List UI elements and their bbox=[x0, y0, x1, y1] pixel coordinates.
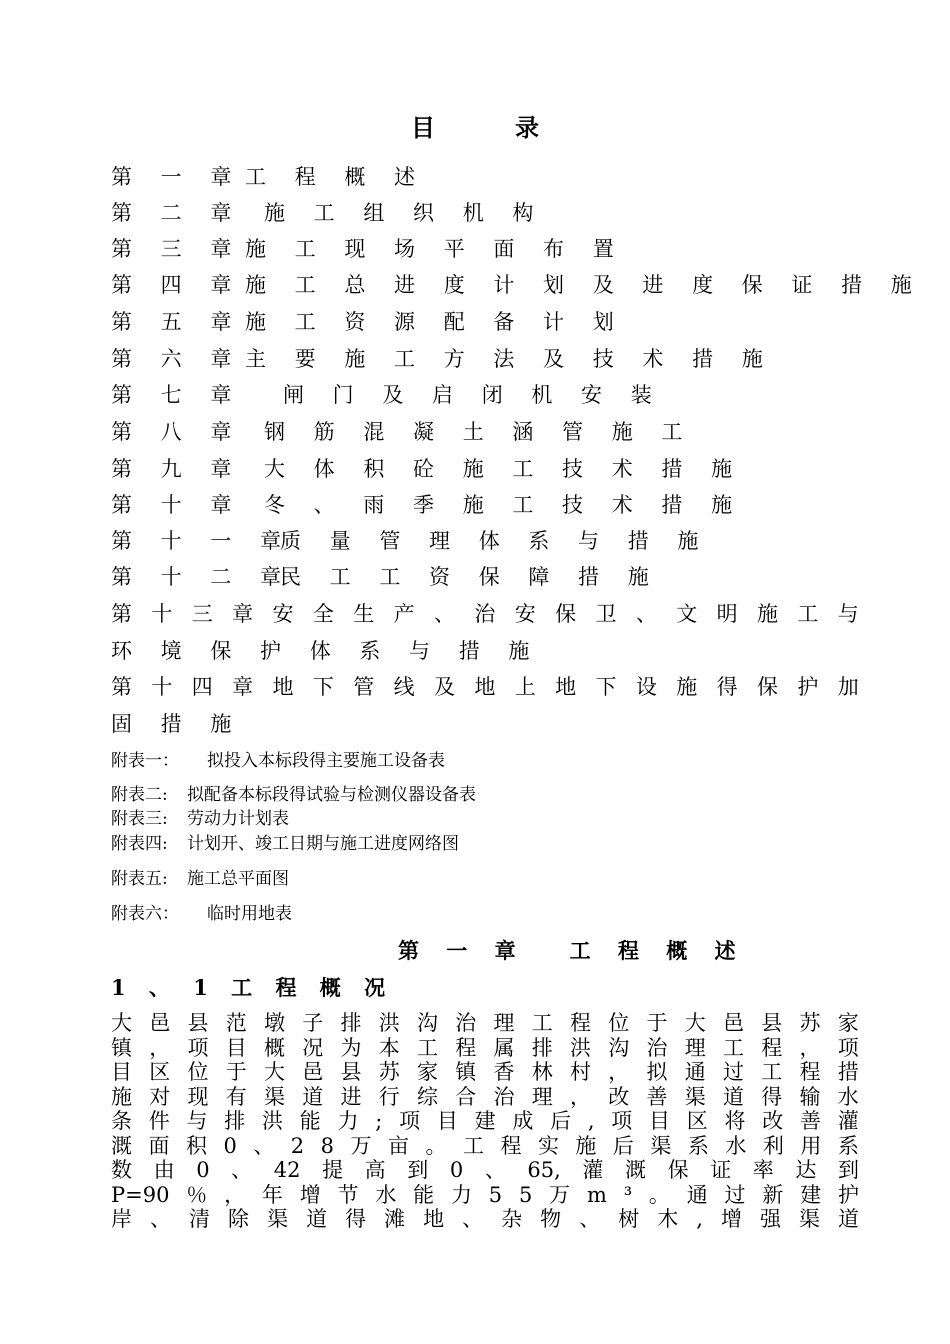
body-char: 清 bbox=[189, 1207, 211, 1231]
body-char: 溉 bbox=[625, 1158, 647, 1182]
toc-chapter-13-char: 文 bbox=[676, 602, 698, 626]
body-char: 新 bbox=[762, 1182, 784, 1207]
body-char: 工 bbox=[761, 1060, 783, 1084]
toc-chapter-14-char: 管 bbox=[353, 675, 375, 699]
body-char: 有 bbox=[225, 1084, 247, 1109]
body-char: 区 bbox=[686, 1109, 708, 1133]
body-char: 提 bbox=[322, 1158, 344, 1182]
body-char: 苏 bbox=[378, 1060, 400, 1084]
body-char: 2 bbox=[290, 1133, 305, 1158]
body-char: 树 bbox=[618, 1207, 640, 1231]
body-char: 地 bbox=[423, 1207, 445, 1231]
appendix-title: 临时用地表 bbox=[207, 904, 292, 924]
body-char: 能 bbox=[413, 1182, 435, 1207]
toc-chapter-13-char: 工 bbox=[797, 602, 819, 626]
toc-chapter-13-char: 卫 bbox=[595, 602, 617, 626]
toc-chapter-title: 闸 门 及 启 闭 机 安 装 bbox=[283, 383, 663, 407]
toc-chapter-number: 第 五 章 bbox=[111, 310, 243, 334]
body-line-1 bbox=[111, 1011, 859, 1036]
body-char: 属 bbox=[493, 1035, 515, 1060]
body-char: 通 bbox=[686, 1182, 708, 1207]
body-char: 措 bbox=[837, 1060, 859, 1084]
body-char: 目 bbox=[111, 1060, 132, 1084]
body-char: 邑 bbox=[723, 1011, 744, 1035]
toc-chapter-13-char: 明 bbox=[716, 602, 738, 626]
toc-chapter-title: 冬 、 雨 季 施 工 技 术 措 施 bbox=[264, 493, 744, 517]
toc-chapter-14 bbox=[111, 669, 859, 743]
toc-chapter-title: 质 量 管 理 体 系 与 措 施 bbox=[280, 529, 710, 553]
body-char: 行 bbox=[378, 1084, 400, 1109]
toc-chapter-12[interactable] bbox=[111, 563, 859, 591]
body-char: 况 bbox=[302, 1035, 324, 1060]
body-char: 道 bbox=[723, 1084, 744, 1109]
toc-chapter-13-char: 、 bbox=[635, 602, 657, 626]
body-char: 改 bbox=[762, 1109, 784, 1133]
body-char: 实 bbox=[537, 1133, 559, 1158]
body-char: 理 bbox=[531, 1084, 553, 1109]
body-char: 节 bbox=[337, 1182, 359, 1207]
body-char: 工 bbox=[723, 1035, 744, 1060]
body-char: 万 bbox=[549, 1182, 571, 1207]
body-char: 件 bbox=[148, 1109, 170, 1133]
body-char: 沟 bbox=[608, 1035, 630, 1060]
body-char: 程 bbox=[799, 1060, 821, 1084]
body-char: 面 bbox=[148, 1133, 170, 1158]
body-char: ; bbox=[375, 1109, 383, 1133]
body-char: 镇 bbox=[455, 1060, 477, 1084]
body-char: 灌 bbox=[837, 1109, 859, 1133]
body-char: 渠 bbox=[798, 1207, 820, 1231]
body-char: 、 bbox=[253, 1133, 275, 1158]
toc-chapter-14-char: 保 bbox=[757, 675, 778, 699]
body-char: 42 bbox=[273, 1158, 301, 1182]
body-char: 区 bbox=[149, 1060, 171, 1084]
body-char: ， bbox=[570, 1084, 591, 1109]
body-char: 证 bbox=[710, 1158, 732, 1182]
body-char: 木 bbox=[657, 1207, 679, 1231]
toc-chapter-number: 第 九 章 bbox=[111, 457, 243, 481]
body-char: 为 bbox=[340, 1035, 362, 1060]
body-char: 率 bbox=[752, 1158, 774, 1182]
appendix-label: 附表一： bbox=[111, 751, 179, 771]
body-char: 范 bbox=[225, 1011, 247, 1035]
body-char: , bbox=[696, 1207, 703, 1231]
toc-chapter-14-char: 加 bbox=[837, 675, 859, 699]
toc-chapter-14-char: 上 bbox=[514, 675, 536, 699]
body-char: 程 bbox=[761, 1035, 783, 1060]
body-char: 岸 bbox=[111, 1207, 132, 1231]
body-char: 万 bbox=[350, 1133, 372, 1158]
body-char: 县 bbox=[761, 1011, 783, 1035]
body-char: 施 bbox=[111, 1084, 132, 1109]
toc-chapter-13-char: 章 bbox=[232, 602, 254, 626]
body-char: 排 bbox=[340, 1011, 362, 1035]
toc-chapter-title: 主 要 施 工 方 法 及 技 术 措 施 bbox=[245, 347, 774, 371]
body-char: 概 bbox=[264, 1035, 285, 1060]
body-char: 洪 bbox=[262, 1109, 283, 1133]
body-char: 增 bbox=[720, 1207, 742, 1231]
body-char: 溉 bbox=[111, 1133, 132, 1158]
body-char: 过 bbox=[723, 1060, 744, 1084]
body-char: 建 bbox=[474, 1109, 496, 1133]
body-line-7 bbox=[111, 1158, 859, 1183]
toc-chapter-14-char: 地 bbox=[555, 675, 577, 699]
body-char: m bbox=[586, 1182, 607, 1207]
body-char: 于 bbox=[646, 1011, 668, 1035]
body-char: 5 bbox=[488, 1182, 503, 1207]
toc-chapter-9[interactable] bbox=[111, 455, 859, 483]
body-char: 杂 bbox=[501, 1207, 523, 1231]
toc-chapter-number: 第 七 章 bbox=[111, 383, 243, 407]
toc-chapter-14-char: 施 bbox=[676, 675, 698, 699]
toc-chapter-14-char: 设 bbox=[635, 675, 657, 699]
body-char: 除 bbox=[228, 1207, 250, 1231]
body-char: 香 bbox=[493, 1060, 515, 1084]
toc-chapter-14-line1 bbox=[111, 669, 859, 706]
body-char: 渠 bbox=[267, 1207, 289, 1231]
body-char: 道 bbox=[837, 1207, 859, 1231]
chapter-1-heading bbox=[398, 935, 746, 965]
toc-chapter-number: 第 十 一 章 bbox=[111, 529, 293, 553]
toc-chapter-13-char: 生 bbox=[353, 602, 375, 626]
body-char: 高 bbox=[364, 1158, 386, 1182]
body-char: 滩 bbox=[384, 1207, 406, 1231]
toc-chapter-title: 钢 筋 混 凝 土 涵 管 施 工 bbox=[264, 420, 694, 444]
body-char: 亩 bbox=[388, 1133, 409, 1158]
body-char: ， bbox=[149, 1035, 171, 1060]
body-char: 大 bbox=[264, 1060, 285, 1084]
toc-chapter-number: 第 二 章 bbox=[111, 201, 243, 225]
body-char: 与 bbox=[186, 1109, 208, 1133]
toc-chapter-14-char: 地 bbox=[474, 675, 496, 699]
body-char: 项 bbox=[611, 1109, 633, 1133]
toc-chapter-14-char: 四 bbox=[191, 675, 213, 699]
body-char: 渠 bbox=[650, 1133, 672, 1158]
body-char: 、 bbox=[484, 1158, 506, 1182]
toc-chapter-13-char: 产 bbox=[393, 602, 415, 626]
body-char: 位 bbox=[187, 1060, 209, 1084]
body-char: 现 bbox=[187, 1084, 209, 1109]
body-char: 成 bbox=[512, 1109, 534, 1133]
body-char: 得 bbox=[345, 1207, 367, 1231]
body-char: 输 bbox=[799, 1084, 821, 1109]
body-char: 村 bbox=[570, 1060, 591, 1084]
toc-chapter-13-char: 安 bbox=[514, 602, 536, 626]
body-char: 治 bbox=[493, 1084, 515, 1109]
body-char: 本 bbox=[378, 1035, 400, 1060]
toc-chapter-14-char: 第 bbox=[111, 675, 132, 699]
body-char: 工 bbox=[531, 1011, 553, 1035]
toc-chapter-3[interactable] bbox=[111, 235, 859, 263]
toc-chapter-14-char: 章 bbox=[232, 675, 254, 699]
body-line-3 bbox=[111, 1060, 859, 1085]
body-char: 项 bbox=[837, 1035, 859, 1060]
toc-chapter-13-line2 bbox=[111, 633, 859, 670]
toc-title bbox=[0, 108, 950, 143]
body-char: ³ bbox=[623, 1182, 633, 1207]
toc-chapter-13-line1 bbox=[111, 596, 859, 633]
body-char: 护 bbox=[837, 1182, 859, 1207]
toc-chapter-title: 施 工 现 场 平 面 布 置 bbox=[245, 237, 625, 261]
body-char: 治 bbox=[455, 1011, 477, 1035]
appendix-label: 附表二: bbox=[111, 785, 168, 805]
body-char: 洪 bbox=[570, 1035, 591, 1060]
toc-chapter-14-char: 及 bbox=[434, 675, 455, 699]
toc-chapter-5[interactable] bbox=[111, 308, 859, 336]
body-char: 大 bbox=[111, 1011, 132, 1035]
body-char: 增 bbox=[299, 1182, 321, 1207]
body-char: 排 bbox=[224, 1109, 246, 1133]
body-char: 渠 bbox=[264, 1084, 285, 1109]
body-char: 大 bbox=[684, 1011, 706, 1035]
body-char: 墩 bbox=[264, 1011, 285, 1035]
body-char: 进 bbox=[340, 1084, 362, 1109]
body-line-5 bbox=[111, 1109, 859, 1134]
body-char: 善 bbox=[646, 1084, 668, 1109]
body-char: 目 bbox=[436, 1109, 458, 1133]
toc-chapter-number: 第 十 章 bbox=[111, 493, 243, 517]
body-char: 0 bbox=[223, 1133, 237, 1158]
appendix-item-2[interactable] bbox=[111, 784, 476, 806]
body-char: 、 bbox=[462, 1207, 484, 1231]
toc-chapter-14-char: 线 bbox=[393, 675, 415, 699]
body-char: 后 bbox=[612, 1133, 634, 1158]
toc-chapter-13-char: 十 bbox=[151, 602, 173, 626]
body-char: 保 bbox=[667, 1158, 689, 1182]
body-char: 目 bbox=[649, 1109, 671, 1133]
body-line-9 bbox=[111, 1207, 859, 1232]
toc-chapter-13-char: 安 bbox=[272, 602, 294, 626]
appendix-title: 计划开、竣工日期与施工进度网络图 bbox=[187, 834, 459, 854]
chapter-1-title: 工 程 概 述 bbox=[569, 938, 746, 963]
body-char: 拟 bbox=[646, 1060, 668, 1084]
body-char: 65, bbox=[527, 1158, 561, 1182]
toc-chapter-13-char: 全 bbox=[312, 602, 334, 626]
toc-chapter-number: 第 一 章 bbox=[111, 165, 243, 189]
toc-chapter-13-char: 、 bbox=[434, 602, 455, 626]
body-char: 能 bbox=[299, 1109, 321, 1133]
body-char: 强 bbox=[759, 1207, 781, 1231]
body-char: ％ bbox=[186, 1182, 208, 1207]
body-char: 将 bbox=[724, 1109, 746, 1133]
body-char: 得 bbox=[761, 1084, 783, 1109]
body-char: 家 bbox=[417, 1060, 438, 1084]
body-char: 灌 bbox=[582, 1158, 604, 1182]
body-char: 项 bbox=[187, 1035, 209, 1060]
body-char: 治 bbox=[646, 1035, 668, 1060]
body-char: 县 bbox=[340, 1060, 362, 1084]
toc-chapter-13-char: 施 bbox=[757, 602, 778, 626]
toc-chapter-4[interactable] bbox=[111, 271, 923, 299]
body-char: 系 bbox=[837, 1133, 859, 1158]
toc-chapter-14-char: 得 bbox=[716, 675, 738, 699]
toc-chapter-1[interactable] bbox=[111, 163, 859, 191]
section-1-1-body bbox=[111, 1011, 859, 1232]
body-char: 镇 bbox=[111, 1035, 132, 1060]
body-char: , bbox=[587, 1109, 595, 1133]
body-line-2 bbox=[111, 1036, 859, 1061]
body-char: 程 bbox=[500, 1133, 522, 1158]
toc-chapter-title: 施 工 组 织 机 构 bbox=[264, 201, 545, 225]
body-line-4 bbox=[111, 1085, 859, 1110]
toc-chapter-title: 施 工 总 进 度 计 划 及 进 度 保 证 措 施 bbox=[245, 273, 923, 297]
toc-chapter-8[interactable] bbox=[111, 418, 859, 446]
body-char: 合 bbox=[455, 1084, 477, 1109]
body-char: 到 bbox=[407, 1158, 429, 1182]
body-char: 改 bbox=[608, 1084, 630, 1109]
toc-chapter-title: 大 体 积 砼 施 工 技 术 措 施 bbox=[264, 457, 744, 481]
body-char: 综 bbox=[417, 1084, 438, 1109]
toc-chapter-title: 民 工 工 资 保 障 措 施 bbox=[280, 565, 660, 589]
body-char: 工 bbox=[462, 1133, 484, 1158]
body-char: 程 bbox=[570, 1011, 591, 1035]
toc-chapter-13-char: 第 bbox=[111, 602, 132, 626]
appendix-item-4[interactable] bbox=[111, 833, 459, 855]
toc-chapter-7[interactable] bbox=[111, 381, 859, 409]
body-char: 系 bbox=[687, 1133, 709, 1158]
toc-chapter-14-cont: 固 措 施 bbox=[111, 712, 243, 736]
toc-chapter-10[interactable] bbox=[111, 491, 859, 519]
body-char: 洪 bbox=[378, 1011, 400, 1035]
toc-chapter-14-line2 bbox=[111, 706, 859, 743]
toc-chapter-13-char: 与 bbox=[837, 602, 859, 626]
appendix-label: 附表五: bbox=[111, 869, 168, 889]
body-char: 后 bbox=[550, 1109, 572, 1133]
body-char: 水 bbox=[725, 1133, 747, 1158]
body-char: 排 bbox=[531, 1035, 553, 1060]
body-char: 渠 bbox=[684, 1084, 706, 1109]
toc-chapter-number: 第 三 章 bbox=[111, 237, 243, 261]
body-char: 积 bbox=[185, 1133, 207, 1158]
toc-chapter-11[interactable] bbox=[111, 527, 859, 555]
body-char: 过 bbox=[724, 1182, 746, 1207]
body-line-8 bbox=[111, 1183, 859, 1208]
body-char: 由 bbox=[153, 1158, 175, 1182]
body-char: 林 bbox=[531, 1060, 553, 1084]
toc-chapter-number: 第 八 章 bbox=[111, 420, 243, 444]
body-char: 水 bbox=[375, 1182, 397, 1207]
body-char: 、 bbox=[231, 1158, 253, 1182]
body-char: 物 bbox=[540, 1207, 562, 1231]
section-1-1-heading: 1 、 1 工 程 概 况 bbox=[111, 975, 394, 1000]
appendix-item-3[interactable] bbox=[111, 808, 289, 830]
body-line-6 bbox=[111, 1134, 859, 1159]
toc-chapter-13-cont: 环 境 保 护 体 系 与 措 施 bbox=[111, 639, 541, 663]
appendix-item-5[interactable] bbox=[111, 868, 289, 890]
toc-title-left: 目 bbox=[411, 113, 435, 142]
body-char: 达 bbox=[795, 1158, 817, 1182]
toc-chapter-14-char: 十 bbox=[151, 675, 173, 699]
body-char: 、 bbox=[579, 1207, 601, 1231]
body-char: 程 bbox=[455, 1035, 477, 1060]
body-char: 8 bbox=[320, 1133, 335, 1158]
appendix-label: 附表四: bbox=[111, 834, 168, 854]
body-char: 苏 bbox=[799, 1011, 821, 1035]
appendix-title: 拟投入本标段得主要施工设备表 bbox=[207, 751, 445, 771]
body-char: ， bbox=[608, 1060, 630, 1084]
toc-chapter-number: 第 十 二 章 bbox=[111, 565, 293, 589]
body-char: ， bbox=[799, 1035, 821, 1060]
body-char: 数 bbox=[111, 1158, 132, 1182]
appendix-label: 附表六： bbox=[111, 904, 179, 924]
toc-chapter-6[interactable] bbox=[111, 345, 859, 373]
body-char: 工 bbox=[417, 1035, 438, 1060]
chapter-1-number: 第 一 章 bbox=[398, 938, 526, 963]
body-char: 理 bbox=[493, 1011, 515, 1035]
body-char: 邑 bbox=[149, 1011, 171, 1035]
toc-chapter-13-char: 保 bbox=[555, 602, 577, 626]
body-char: 邑 bbox=[302, 1060, 324, 1084]
body-char: 水 bbox=[837, 1084, 859, 1109]
toc-chapter-number: 第 六 章 bbox=[111, 347, 243, 371]
toc-chapter-title: 工 程 概 述 bbox=[245, 165, 427, 189]
toc-chapter-14-char: 下 bbox=[595, 675, 617, 699]
body-char: 沟 bbox=[417, 1011, 438, 1035]
body-char: 善 bbox=[800, 1109, 822, 1133]
body-char: 道 bbox=[306, 1207, 328, 1231]
appendix-item-1[interactable] bbox=[111, 750, 445, 772]
appendix-title: 施工总平面图 bbox=[187, 869, 289, 889]
body-char: 建 bbox=[800, 1182, 822, 1207]
body-char: 项 bbox=[399, 1109, 421, 1133]
body-char: 通 bbox=[684, 1060, 706, 1084]
appendix-title: 劳动力计划表 bbox=[187, 809, 289, 829]
body-char: 0 bbox=[196, 1158, 210, 1182]
body-char: 年 bbox=[261, 1182, 283, 1207]
toc-chapter-13 bbox=[111, 596, 859, 670]
toc-chapter-title: 施 工 资 源 配 备 计 划 bbox=[245, 310, 625, 334]
body-char: P=90 bbox=[111, 1182, 170, 1207]
toc-chapter-14-char: 护 bbox=[797, 675, 819, 699]
body-char: 位 bbox=[608, 1011, 630, 1035]
body-char: 力 bbox=[450, 1182, 472, 1207]
body-char: 力 bbox=[337, 1109, 359, 1133]
toc-chapter-13-char: 三 bbox=[191, 602, 213, 626]
appendix-label: 附表三: bbox=[111, 809, 168, 829]
body-char: 到 bbox=[837, 1158, 859, 1182]
body-char: 于 bbox=[225, 1060, 247, 1084]
body-char: 子 bbox=[302, 1011, 324, 1035]
body-char: 条 bbox=[111, 1109, 132, 1133]
toc-chapter-13-char: 治 bbox=[474, 602, 496, 626]
toc-chapter-number: 第 四 章 bbox=[111, 273, 243, 297]
body-char: 5 bbox=[518, 1182, 533, 1207]
body-char: 道 bbox=[302, 1084, 324, 1109]
body-char: 利 bbox=[762, 1133, 784, 1158]
body-char: 县 bbox=[187, 1011, 209, 1035]
toc-chapter-2[interactable] bbox=[111, 199, 859, 227]
body-char: 理 bbox=[684, 1035, 706, 1060]
body-char: 、 bbox=[150, 1207, 172, 1231]
body-char: 家 bbox=[837, 1011, 859, 1035]
appendix-title: 拟配备本标段得试验与检测仪器设备表 bbox=[187, 785, 476, 805]
body-char: 。 bbox=[425, 1133, 447, 1158]
body-char: 施 bbox=[575, 1133, 597, 1158]
toc-chapter-14-char: 下 bbox=[312, 675, 334, 699]
body-char: 对 bbox=[149, 1084, 171, 1109]
appendix-item-6[interactable] bbox=[111, 903, 292, 925]
toc-title-right: 录 bbox=[515, 113, 539, 142]
body-char: 目 bbox=[225, 1035, 247, 1060]
toc-chapter-14-char: 地 bbox=[272, 675, 294, 699]
body-char: ， bbox=[224, 1182, 246, 1207]
body-char: 。 bbox=[648, 1182, 670, 1207]
body-char: 用 bbox=[800, 1133, 822, 1158]
body-char: 0 bbox=[449, 1158, 464, 1182]
